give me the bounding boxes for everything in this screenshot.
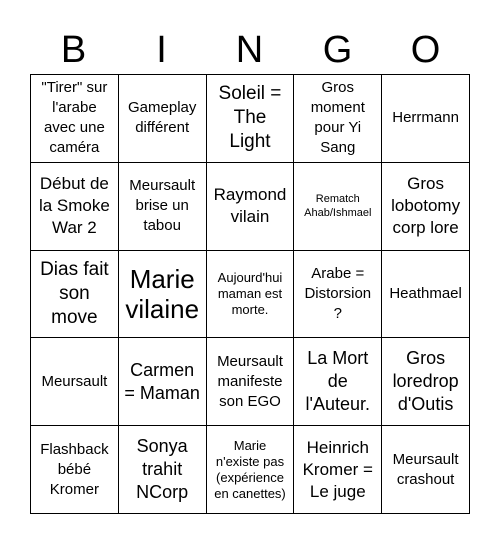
- bingo-cell[interactable]: [382, 426, 470, 514]
- bingo-cell[interactable]: [382, 163, 470, 251]
- cell-text: Gros loredrop d'Outis: [392, 348, 459, 415]
- bingo-cell[interactable]: [294, 426, 382, 514]
- cell-text: Gros lobotomy corp lore: [391, 174, 461, 238]
- cell-text: Meursault crashout: [392, 450, 459, 488]
- bingo-grid: [30, 74, 470, 514]
- cell-text: Arabe = Distorsion ?: [304, 264, 372, 322]
- header-letter-o: O: [410, 29, 442, 71]
- bingo-cell[interactable]: [31, 251, 119, 339]
- header-letter-g: G: [322, 29, 354, 71]
- cell-text: Meursault brise un tabou: [129, 177, 196, 235]
- bingo-cell[interactable]: [207, 426, 295, 514]
- cell-text: Carmen = Maman: [124, 359, 200, 403]
- cell-text: Dias fait son move: [40, 258, 109, 328]
- cell-text: Marie vilaine: [125, 263, 200, 324]
- cell-text: Raymond vilain: [213, 185, 287, 227]
- cell-text: Soleil = The Light: [218, 83, 282, 153]
- cell-text: Meursault manifeste son EGO: [217, 352, 283, 410]
- bingo-cell[interactable]: [294, 163, 382, 251]
- bingo-cell[interactable]: [119, 338, 207, 426]
- cell-text: Rematch Ahab/Ishmael: [304, 193, 372, 220]
- bingo-cell[interactable]: [294, 75, 382, 163]
- bingo-cell[interactable]: [207, 251, 295, 339]
- bingo-cell[interactable]: [207, 163, 295, 251]
- bingo-cell[interactable]: [31, 75, 119, 163]
- cell-text: Heinrich Kromer = Le juge: [302, 437, 373, 501]
- bingo-cell[interactable]: [382, 251, 470, 339]
- cell-text: Gameplay différent: [128, 99, 197, 137]
- header-letter-b: B: [60, 29, 88, 71]
- cell-text: Heathmael: [389, 284, 462, 302]
- bingo-cell[interactable]: [382, 338, 470, 426]
- bingo-cell[interactable]: [119, 75, 207, 163]
- cell-text: Meursault: [41, 372, 108, 390]
- bingo-cell[interactable]: [294, 338, 382, 426]
- cell-text: Herrmann: [392, 109, 459, 127]
- header-letter-i: I: [156, 29, 168, 71]
- cell-text: Flashback bébé Kromer: [40, 440, 109, 498]
- bingo-cell[interactable]: [119, 251, 207, 339]
- bingo-cell[interactable]: [31, 163, 119, 251]
- header-letter-n: N: [235, 29, 265, 71]
- cell-text: Marie n'existe pas (expérience en canettes): [214, 437, 286, 501]
- bingo-cell[interactable]: [382, 75, 470, 163]
- cell-text: La Mort de l'Auteur.: [305, 348, 371, 415]
- bingo-cell[interactable]: [119, 163, 207, 251]
- cell-text: Début de la Smoke War 2: [38, 174, 110, 238]
- cell-text: Sonya trahit NCorp: [136, 436, 189, 503]
- bingo-cell[interactable]: [119, 426, 207, 514]
- cell-text: Aujourd'hui maman est morte.: [217, 269, 283, 317]
- bingo-cell[interactable]: [207, 75, 295, 163]
- bingo-cell[interactable]: [294, 251, 382, 339]
- bingo-cell[interactable]: [207, 338, 295, 426]
- cell-text: "Tirer" sur l'arabe avec une caméra: [41, 79, 108, 157]
- bingo-header: [30, 28, 470, 72]
- bingo-cell[interactable]: [31, 338, 119, 426]
- bingo-cell[interactable]: [31, 426, 119, 514]
- cell-text: Gros moment pour Yi Sang: [310, 79, 365, 157]
